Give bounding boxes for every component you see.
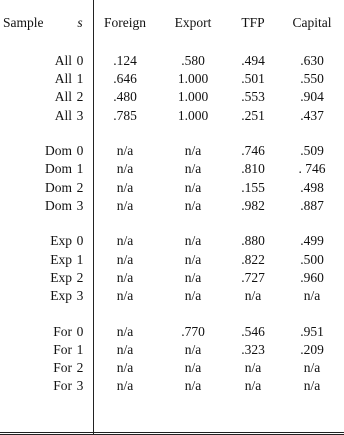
cell-export: 1.000 xyxy=(177,107,209,123)
table-row xyxy=(0,88,344,106)
cell-capital: .499 xyxy=(300,233,324,249)
cell-tfp: .494 xyxy=(241,53,265,68)
cell-foreign: n/a xyxy=(116,197,134,213)
header-s: s xyxy=(77,15,83,30)
cell-capital: .498 xyxy=(300,179,324,195)
table-row xyxy=(0,269,344,287)
cell-export: n/a xyxy=(184,161,202,177)
cell-sample: All xyxy=(54,71,72,87)
cell-s: 3 xyxy=(76,378,84,394)
table-row xyxy=(0,179,344,197)
cell-tfp: .251 xyxy=(241,107,265,123)
cell-sample: Exp xyxy=(50,288,72,303)
cell-export: n/a xyxy=(184,269,202,285)
cell-s: 0 xyxy=(76,323,84,339)
cell-foreign: n/a xyxy=(116,179,134,195)
cell-foreign: .785 xyxy=(113,107,137,123)
table-row xyxy=(0,107,344,125)
header-foreign: Foreign xyxy=(104,15,146,30)
cell-export: n/a xyxy=(184,179,202,195)
table-row xyxy=(0,197,344,215)
cell-capital: .437 xyxy=(300,107,324,123)
cell-foreign: n/a xyxy=(116,143,134,159)
cell-export: 1.000 xyxy=(177,89,209,105)
cell-sample: For xyxy=(53,378,72,394)
cell-export: n/a xyxy=(184,360,202,375)
cell-foreign: .646 xyxy=(113,71,137,87)
cell-capital: .904 xyxy=(300,89,324,105)
cell-sample: Exp xyxy=(50,251,72,267)
cell-sample: For xyxy=(53,360,72,375)
cell-foreign: n/a xyxy=(116,251,134,267)
cell-export: .770 xyxy=(181,323,205,339)
cell-s: 3 xyxy=(76,197,84,213)
cell-foreign: .124 xyxy=(113,53,137,68)
table-row xyxy=(0,341,344,359)
table-row xyxy=(0,251,344,269)
header-export: Export xyxy=(174,15,212,30)
cell-tfp: .727 xyxy=(241,269,265,285)
cell-sample: Dom xyxy=(45,143,72,159)
header-sample: Sample xyxy=(3,15,44,30)
cell-tfp: n/a xyxy=(244,288,262,303)
cell-s: 0 xyxy=(76,233,84,249)
cell-sample: All xyxy=(54,53,72,68)
cell-export: n/a xyxy=(184,378,202,394)
cell-capital: .550 xyxy=(300,71,324,87)
table-row xyxy=(0,287,344,305)
cell-sample: Exp xyxy=(50,269,72,285)
cell-tfp: .553 xyxy=(241,89,265,105)
cell-capital: .509 xyxy=(300,143,324,159)
cell-tfp: n/a xyxy=(244,360,262,375)
cell-tfp: .746 xyxy=(241,143,265,159)
cell-tfp: .880 xyxy=(241,233,265,249)
cell-tfp: .982 xyxy=(241,197,265,213)
cell-export: n/a xyxy=(184,197,202,213)
cell-s: 2 xyxy=(76,179,84,195)
table-row xyxy=(0,160,344,178)
cell-s: 3 xyxy=(76,107,84,123)
cell-capital: .960 xyxy=(300,269,324,285)
cell-foreign: n/a xyxy=(116,233,134,249)
cell-capital: n/a xyxy=(303,288,321,303)
cell-capital: . 746 xyxy=(298,161,326,177)
cell-s: 1 xyxy=(76,251,84,267)
cell-export: .580 xyxy=(181,53,205,68)
cell-foreign: n/a xyxy=(116,378,134,394)
bottom-rule xyxy=(0,432,344,433)
cell-foreign: .480 xyxy=(113,89,137,105)
cell-sample: For xyxy=(53,323,72,339)
cell-foreign: n/a xyxy=(116,341,134,357)
cell-foreign: n/a xyxy=(116,269,134,285)
cell-export: n/a xyxy=(184,288,202,303)
cell-tfp: .546 xyxy=(241,323,265,339)
header-capital: Capital xyxy=(292,15,332,30)
table-header xyxy=(0,14,344,32)
cell-tfp: .155 xyxy=(241,179,265,195)
cell-sample: Dom xyxy=(45,161,72,177)
table-row xyxy=(0,232,344,250)
header-tfp: TFP xyxy=(241,15,265,30)
cell-sample: Dom xyxy=(45,197,72,213)
cell-foreign: n/a xyxy=(116,288,134,303)
cell-sample: All xyxy=(54,107,72,123)
cell-s: 2 xyxy=(76,269,84,285)
cell-export: n/a xyxy=(184,143,202,159)
cell-s: 3 xyxy=(76,288,84,303)
cell-export: n/a xyxy=(184,233,202,249)
cell-tfp: n/a xyxy=(244,378,262,394)
cell-s: 2 xyxy=(76,360,84,375)
cell-s: 1 xyxy=(76,71,84,87)
cell-export: n/a xyxy=(184,341,202,357)
cell-sample: Dom xyxy=(45,179,72,195)
cell-export: 1.000 xyxy=(177,71,209,87)
cell-foreign: n/a xyxy=(116,360,134,375)
cell-tfp: .501 xyxy=(241,71,265,87)
cell-sample: Exp xyxy=(50,233,72,249)
cell-s: 0 xyxy=(76,53,84,68)
cell-capital: .630 xyxy=(300,53,324,68)
cell-s: 0 xyxy=(76,143,84,159)
cell-tfp: .323 xyxy=(241,341,265,357)
cell-capital: n/a xyxy=(303,360,321,375)
table-row xyxy=(0,359,344,377)
table-row xyxy=(0,142,344,160)
cell-tfp: .822 xyxy=(241,251,265,267)
cell-capital: .500 xyxy=(300,251,324,267)
cell-foreign: n/a xyxy=(116,323,134,339)
cell-capital: .209 xyxy=(300,341,324,357)
cell-s: 2 xyxy=(76,89,84,105)
cell-sample: All xyxy=(54,89,72,105)
cell-foreign: n/a xyxy=(116,161,134,177)
cell-capital: n/a xyxy=(303,378,321,394)
table-row xyxy=(0,377,344,395)
table-row xyxy=(0,52,344,70)
table-row xyxy=(0,323,344,341)
cell-sample: For xyxy=(53,341,72,357)
cell-tfp: .810 xyxy=(241,161,265,177)
cell-export: n/a xyxy=(184,251,202,267)
cell-capital: .887 xyxy=(300,197,324,213)
table-row xyxy=(0,70,344,88)
cell-capital: .951 xyxy=(300,323,324,339)
cell-s: 1 xyxy=(76,161,84,177)
cell-s: 1 xyxy=(76,341,84,357)
